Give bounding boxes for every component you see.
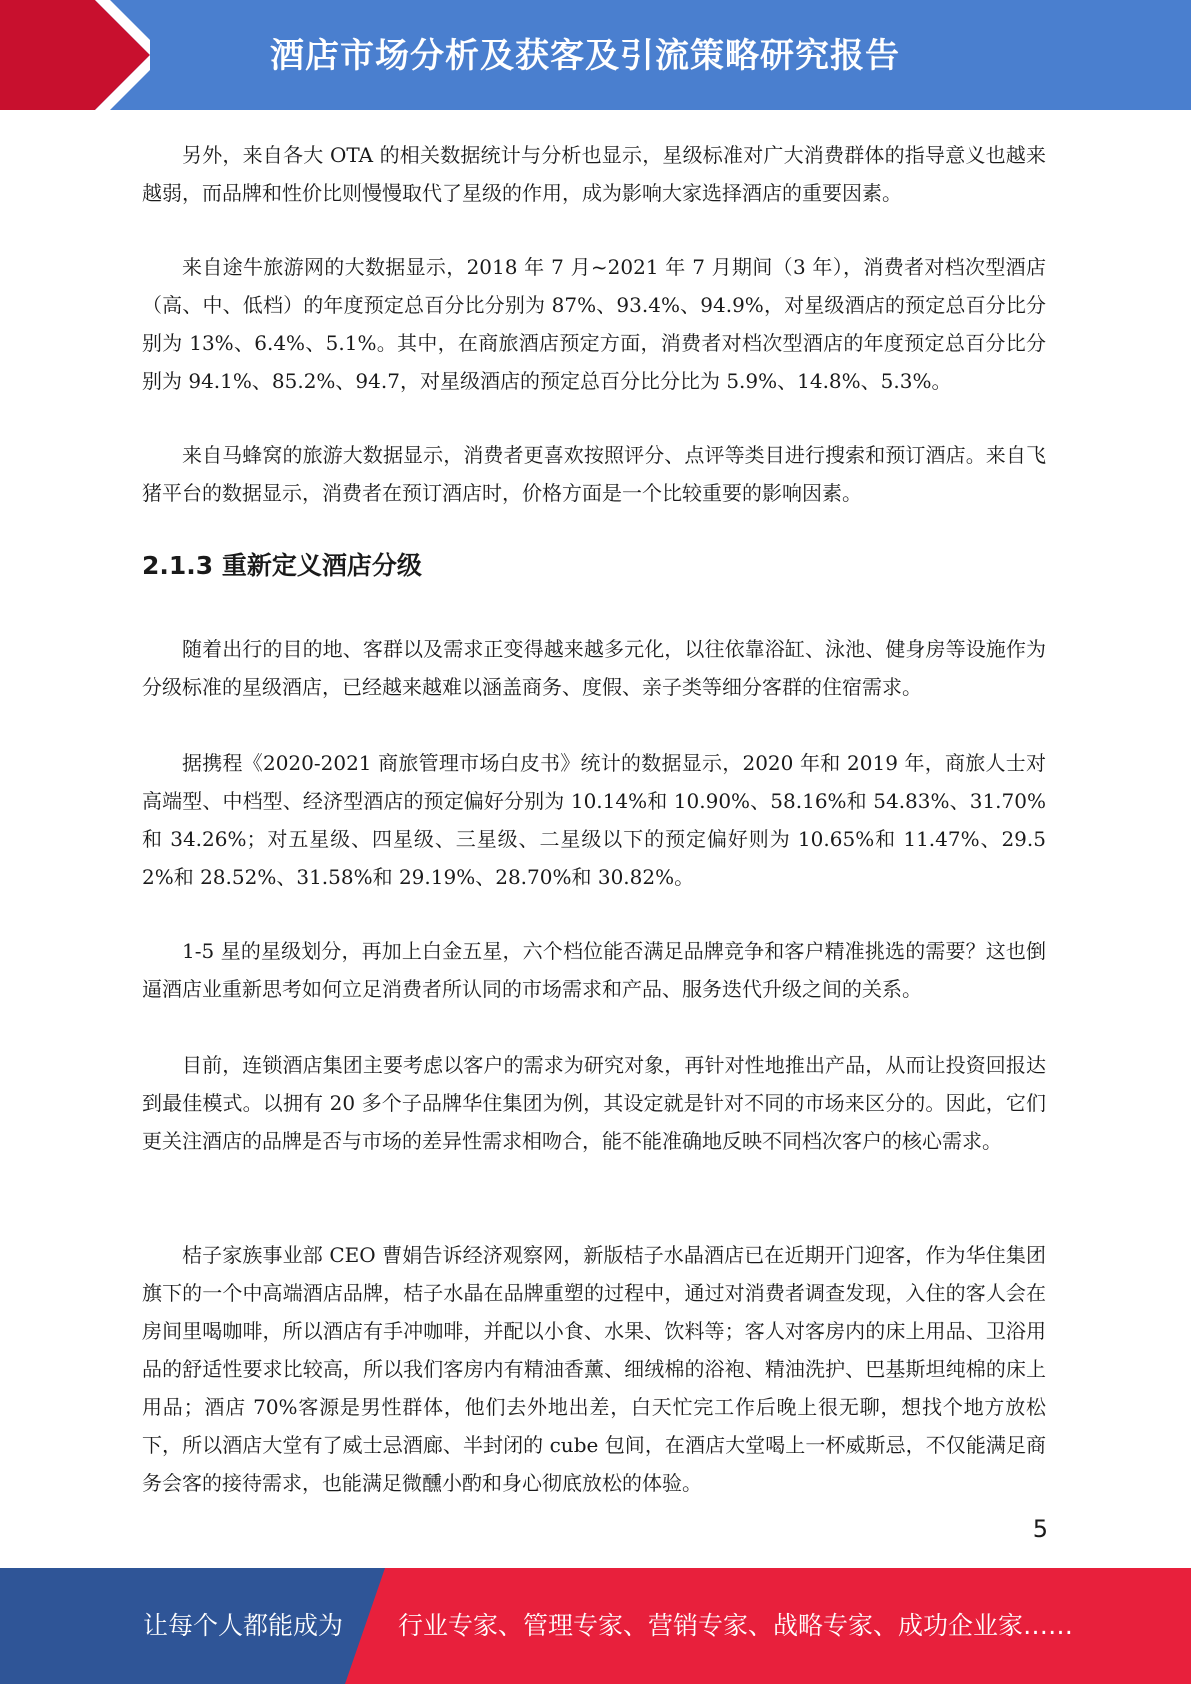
page-number: 5 [1032, 1515, 1048, 1543]
paragraph-star-rating: 1-5 星的星级划分，再加上白金五星，六个档位能否满足品牌竞争和客户精准挑选的需要？这也倒逼酒店业重新思考如何立足消费者所认同的市场需求和产品、服务迭代升级之间的关系。 [142, 939, 1046, 1001]
page-footer [0, 1568, 1191, 1684]
header-title: 酒店市场分析及获客及引流策略研究报告 [270, 36, 900, 76]
paragraph-orange-crystal: 桔子家族事业部 CEO 曹娟告诉经济观察网，新版桔子水晶酒店已在近期开门迎客，作为华住集团旗下的一个中高端酒店品牌，桔子水晶在品牌重塑的过程中，通过对消费者调查发现，入住的客人会在房间里喝咖啡，所以酒店有手冲咖啡，并配以小食、水果、饮料等；客人对客房内的床上用品、卫浴用品的舒适性要求比较高，所以我们客房内有精油香薰、细绒棉的浴袍、精油洗护、巴基斯坦纯棉的床上用品；酒店 70%客源是男性群体，他们去外地出差，白天忙完工作后晚上很无聊，想找个地方放松下，所以酒店大堂有了威士忌酒廊、半封闭的 cube 包间，在酒店大堂喝上一杯威斯忌，不仅能满足商务会客的接待需求，也能满足微醺小酌和身心彻底放松的体验。 [142, 1243, 1046, 1495]
footer-slogan-left: 让每个人都能成为 [143, 1611, 344, 1640]
paragraph-tuniu-data: 来自途牛旅游网的大数据显示，2018 年 7 月~2021 年 7 月期间（3 年），消费者对档次型酒店（高、中、低档）的年度预定总百分比分别为 87%、93.4%、94.9%，对星级酒店的预定总百分比分别为 13%、6.4%、5.1%。其中，在商旅酒店预定方面，消费者对档次型酒店的年度预定总百分比分别为 94.1%、85.2%、94.7，对星级酒店的预定总百分比分比为 5.9%、14.8%、5.3%。 [142, 255, 1046, 393]
paragraph-diversification: 随着出行的目的地、客群以及需求正变得越来越多元化，以往依靠浴缸、泳池、健身房等设施作为分级标准的星级酒店，已经越来越难以涵盖商务、度假、亲子类等细分客群的住宿需求。 [142, 637, 1046, 699]
section-heading: 2.1.3 重新定义酒店分级 [142, 551, 422, 580]
header-arrow-accent [0, 0, 150, 110]
footer-slogan-right: 行业专家、管理专家、营销专家、战略专家、成功企业家…… [398, 1611, 1074, 1640]
page-header [0, 0, 1191, 110]
paragraph-ota-stats: 另外，来自各大 OTA 的相关数据统计与分析也显示，星级标准对广大消费群体的指导意义也越来越弱，而品牌和性价比则慢慢取代了星级的作用，成为影响大家选择酒店的重要因素。 [142, 143, 1046, 205]
paragraph-mafengwo-data: 来自马蜂窝的旅游大数据显示，消费者更喜欢按照评分、点评等类目进行搜索和预订酒店。来自飞猪平台的数据显示，消费者在预订酒店时，价格方面是一个比较重要的影响因素。 [142, 443, 1046, 505]
paragraph-huazhu-brands: 目前，连锁酒店集团主要考虑以客户的需求为研究对象，再针对性地推出产品，从而让投资回报达到最佳模式。以拥有 20 多个子品牌华住集团为例，其设定就是针对不同的市场来区分的。因此，它们更关注酒店的品牌是否与市场的差异性需求相吻合，能不能准确地反映不同档次客户的核心需求。 [142, 1053, 1046, 1153]
paragraph-ctrip-whitepaper: 据携程《2020-2021 商旅管理市场白皮书》统计的数据显示，2020 年和 2019 年，商旅人士对高端型、中档型、经济型酒店的预定偏好分别为 10.14%和 10.90%、58.16%和 54.83%、31.70%和 34.26%；对五星级、四星级、三星级、二星级以下的预定偏好则为 10.65%和 11.47%、29.52%和 28.52%、31.58%和 29.19%、28.70%和 30.82%。 [142, 751, 1046, 889]
